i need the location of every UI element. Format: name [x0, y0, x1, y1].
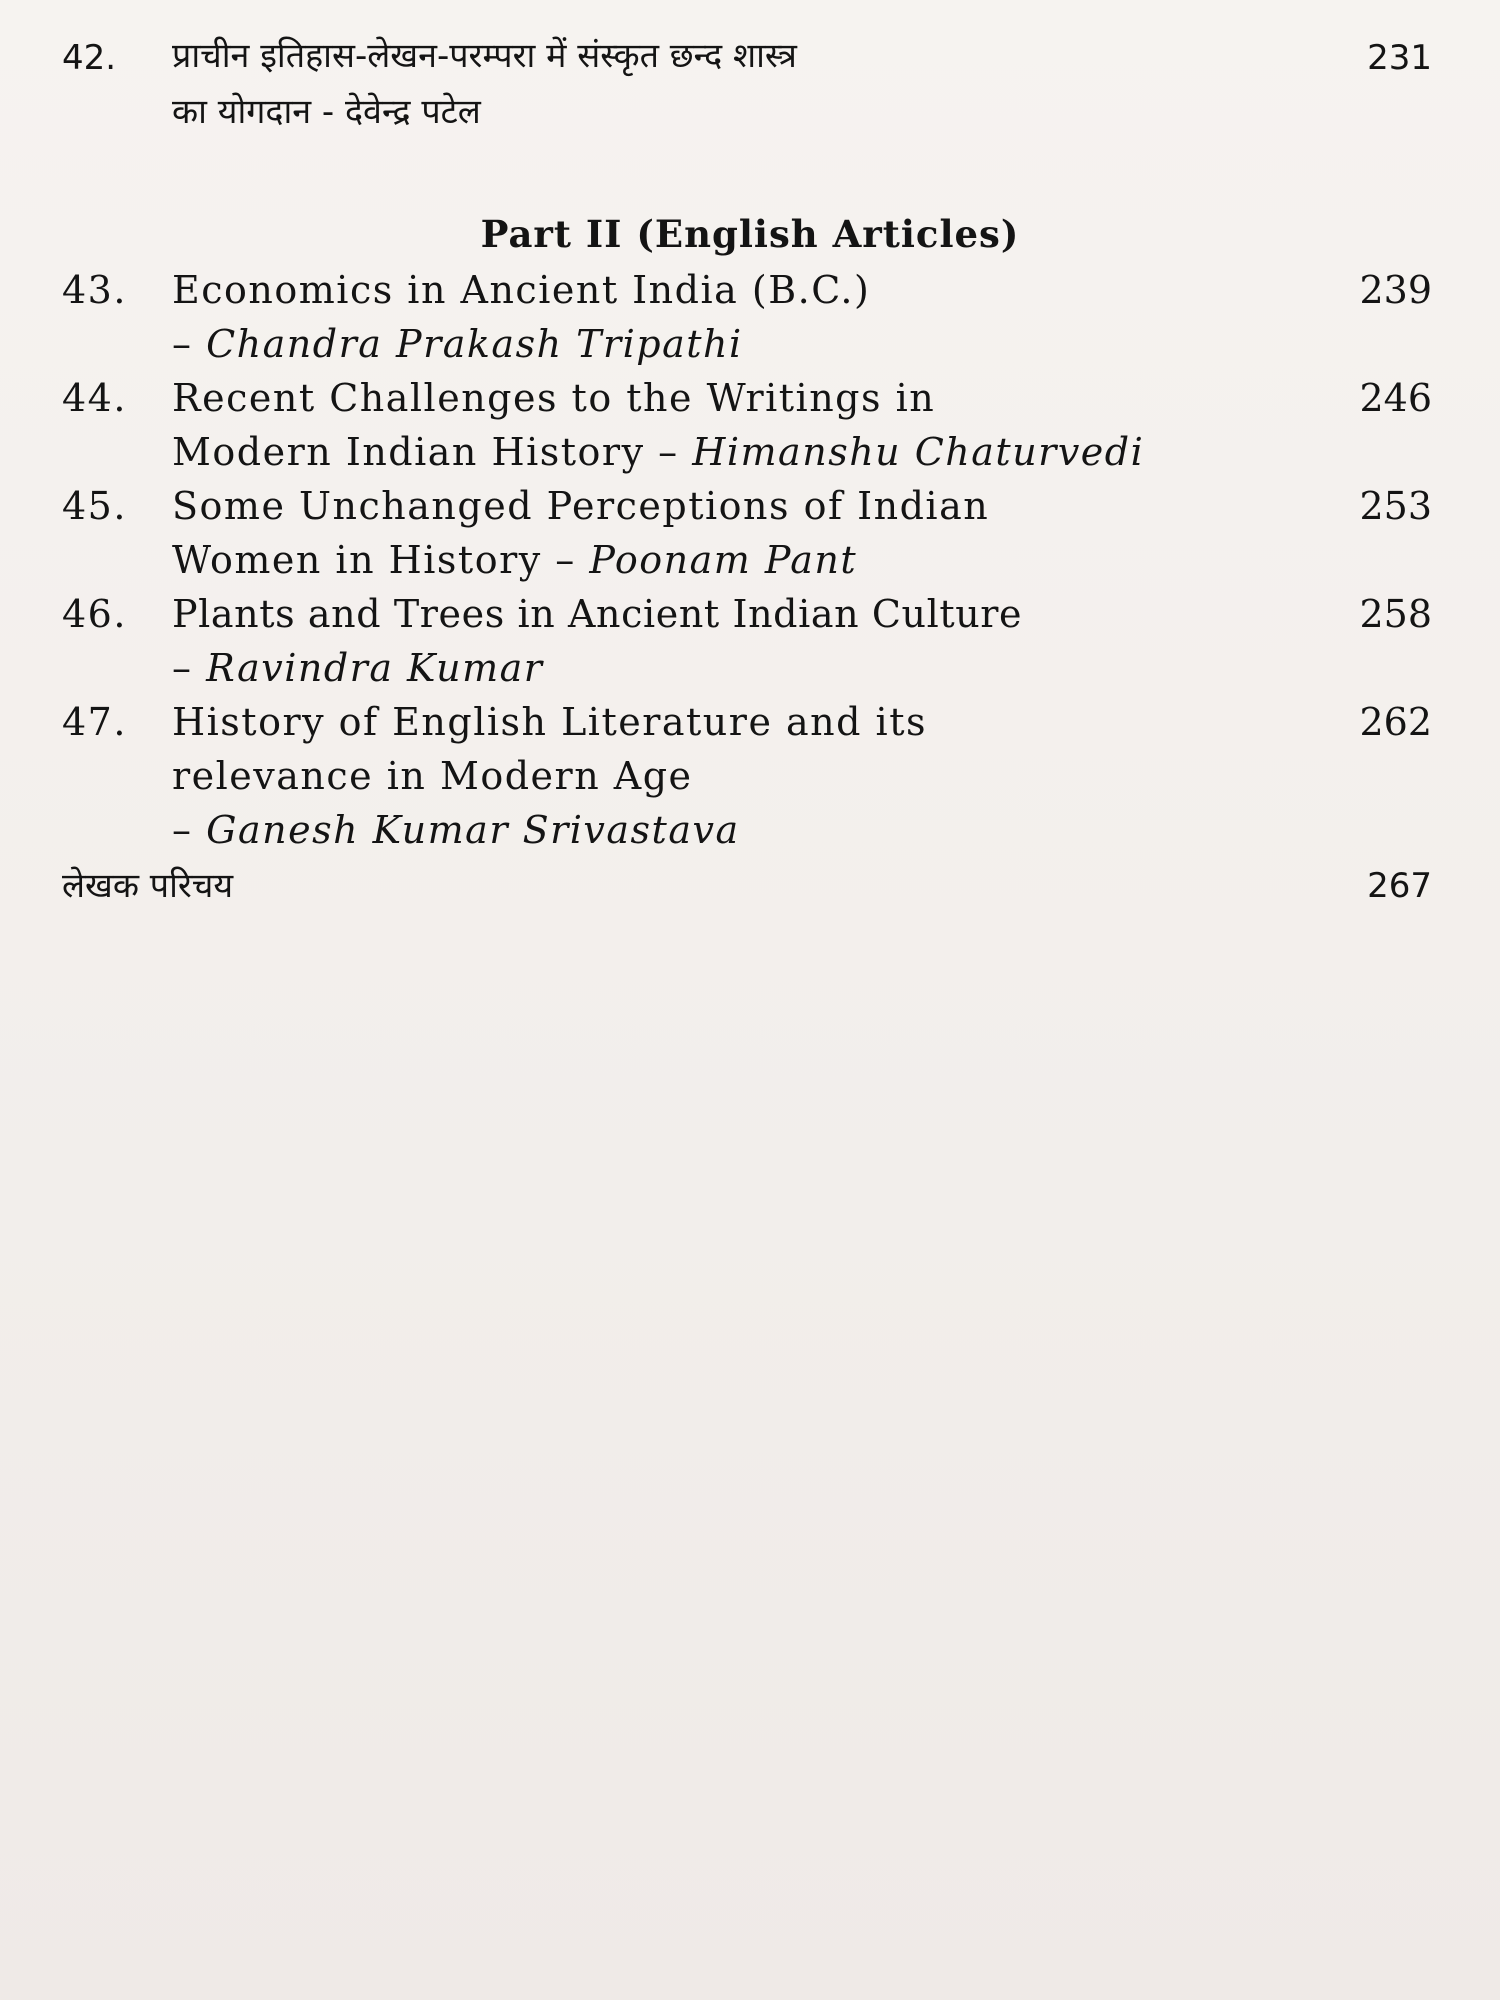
- author-intro-title: लेखक परिचय: [62, 866, 234, 906]
- entry-title-line-2: [172, 642, 543, 694]
- entry-page-number: 262: [1359, 700, 1432, 744]
- entry-page-number: 246: [1359, 376, 1432, 420]
- entry-number: 45.: [62, 484, 127, 528]
- title-continuation: Modern Indian History –: [172, 430, 693, 474]
- entry-number: 43.: [62, 268, 127, 312]
- entry-title-line-2: [172, 318, 743, 370]
- author-prefix: –: [172, 646, 207, 690]
- entry-title-line-1: Recent Challenges to the Writings in: [172, 376, 936, 420]
- entry-number: 47.: [62, 700, 127, 744]
- entry-title-line-2: का योगदान - देवेन्द्र पटेल: [172, 92, 481, 132]
- entry-title-line-3: [172, 804, 740, 856]
- author-name: Chandra Prakash Tripathi: [206, 322, 743, 366]
- entry-page-number: 253: [1359, 484, 1432, 528]
- entry-number: 44.: [62, 376, 127, 420]
- entry-title-line-1: History of English Literature and its: [172, 700, 927, 744]
- entry-page-number: 267: [1367, 866, 1432, 906]
- entry-number: 42.: [62, 38, 117, 78]
- part-heading: Part II (English Articles): [480, 212, 1020, 256]
- entry-page-number: 239: [1359, 268, 1432, 312]
- entry-title-line-2: [172, 534, 857, 586]
- entry-page-number: 258: [1359, 592, 1432, 636]
- title-continuation: Women in History –: [172, 538, 590, 582]
- toc-entry-44: [62, 372, 1442, 482]
- toc-entry-43: [62, 264, 1442, 374]
- toc-entry-46: [62, 588, 1442, 698]
- author-prefix: –: [172, 808, 207, 852]
- author-name: Himanshu Chaturvedi: [692, 430, 1145, 474]
- entry-page-number: 231: [1367, 38, 1432, 78]
- entry-title-line-2: [172, 426, 1144, 478]
- author-name: Poonam Pant: [589, 538, 858, 582]
- entry-number: 46.: [62, 592, 127, 636]
- toc-entry-47: [62, 696, 1442, 858]
- entry-title-line-1: प्राचीन इतिहास-लेखन-परम्परा में संस्कृत छन्द शास्त्र: [172, 36, 797, 76]
- entry-title-line-1: Some Unchanged Perceptions of Indian: [172, 484, 990, 528]
- toc-entry-45: [62, 480, 1442, 590]
- toc-entry-42: [62, 30, 1442, 140]
- entry-title-line-1: Economics in Ancient India (B.C.): [172, 268, 871, 312]
- toc-entry-author-intro: [62, 860, 1442, 916]
- author-name: Ganesh Kumar Srivastava: [206, 808, 740, 852]
- entry-title-line-1: Plants and Trees in Ancient Indian Culture: [172, 592, 1023, 636]
- entry-title-line-2: relevance in Modern Age: [172, 754, 693, 798]
- author-prefix: –: [172, 322, 207, 366]
- author-name: Ravindra Kumar: [206, 646, 544, 690]
